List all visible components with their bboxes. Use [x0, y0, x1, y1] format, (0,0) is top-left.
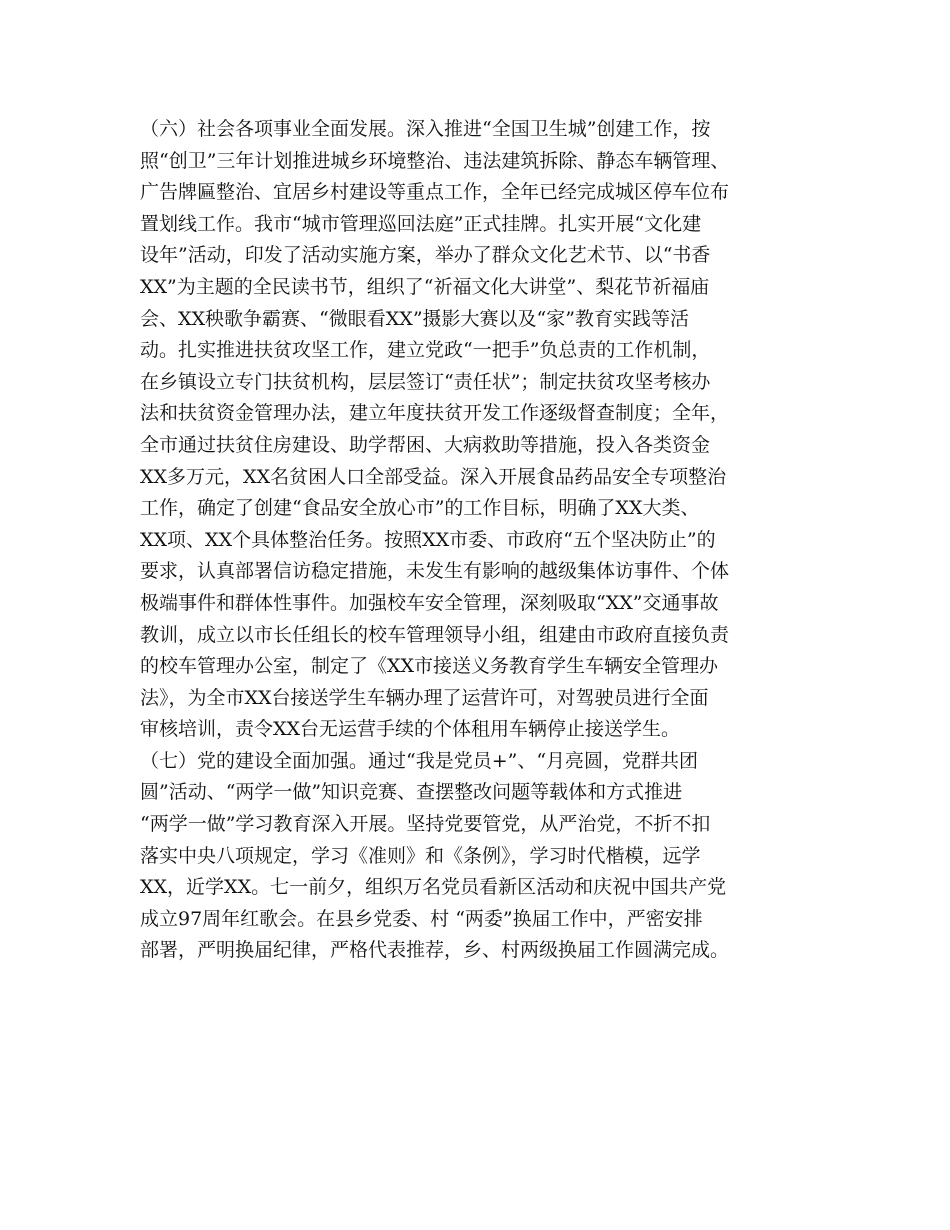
- text-line: 动。扎实推进扶贫攻坚工作，建立党政“一把手”负总责的工作机制，: [140, 339, 711, 362]
- text-line: “两学一做”学习教育深入开展。坚持党要管党，从严治党，不折不扣: [140, 813, 711, 836]
- text-line: （六）社会各项事业全面发展。深入推进“全国卫生城”创建工作，按: [140, 118, 711, 140]
- text-line: 的校车管理办公室，制定了《XX市接送义务教育学生车辆安全管理办: [140, 655, 719, 678]
- text-line: 在乡镇设立专门扶贫机构，层层签订“责任状”；制定扶贫攻坚考核办: [140, 370, 711, 393]
- text-line: 工作，确定了创建“食品安全放心市”的工作目标，明确了XX大类、: [140, 497, 700, 520]
- body-text: [140, 114, 830, 967]
- text-line: 设年”活动，印发了活动实施方案，举办了群众文化艺术节、以“书香: [140, 244, 711, 267]
- text-line: 圆”活动、“两学一做”知识竞赛、查摆整改问题等载体和方式推进: [140, 781, 683, 804]
- text-line: 教训，成立以市长任组长的校车管理领导小组，组建由市政府直接负责: [140, 623, 730, 646]
- text-line: （七）党的建设全面加强。通过“我是党员+”、“月亮圆，党群共团: [140, 749, 699, 772]
- text-line: 部署，严明换届纪律，严格代表推荐，乡、村两级换届工作圆满完成。: [140, 939, 730, 962]
- text-line: 法》，为全市XX台接送学生车辆办理了运营许可，对驾驶员进行全面: [140, 686, 709, 709]
- text-line: 会、XX秧歌争霸赛、“微眼看XX”摄影大赛以及“家”教育实践等活: [140, 307, 689, 330]
- text-line: 成立97周年红歌会。在县乡党委、村 “两委”换届工作中，严密安排: [140, 907, 703, 930]
- text-line: XX多万元，XX名贫困人口全部受益。深入开展食品药品安全专项整治: [140, 465, 727, 488]
- text-line: XX”为主题的全民读书节，组织了“祈福文化大讲堂”、梨花节祈福庙: [140, 275, 710, 298]
- text-line: XX项、XX个具体整治任务。按照XX市委、市政府“五个坚决防止”的: [140, 528, 716, 551]
- text-line: 全市通过扶贫住房建设、助学帮困、大病救助等措施，投入各类资金: [140, 433, 711, 456]
- text-line: 置划线工作。我市“城市管理巡回法庭”正式挂牌。扎实开展“文化建: [140, 212, 702, 235]
- text-line: 法和扶贫资金管理办法，建立年度扶贫开发工作逐级督查制度；全年，: [140, 402, 730, 425]
- text-line: XX，近学XX。七一前夕，组织万名党员看新区活动和庆祝中国共产党: [140, 876, 727, 899]
- text-line: 照“创卫”三年计划推进城乡环境整治、违法建筑拆除、静态车辆管理、: [140, 149, 730, 172]
- text-line: 广告牌匾整治、宜居乡村建设等重点工作，全年已经完成城区停车位布: [140, 181, 730, 204]
- text-line: 审核培训，责令XX台无运营手续的个体租用车辆停止接送学生。: [140, 718, 681, 741]
- text-line: 要求，认真部署信访稳定措施，未发生有影响的越级集体访事件、个体: [140, 560, 730, 583]
- text-line: 落实中央八项规定，学习《准则》和《条例》，学习时代楷模，远学: [140, 844, 701, 867]
- text-line: 极端事件和群体性事件。加强校车安全管理，深刻吸取“XX”交通事故: [140, 591, 719, 614]
